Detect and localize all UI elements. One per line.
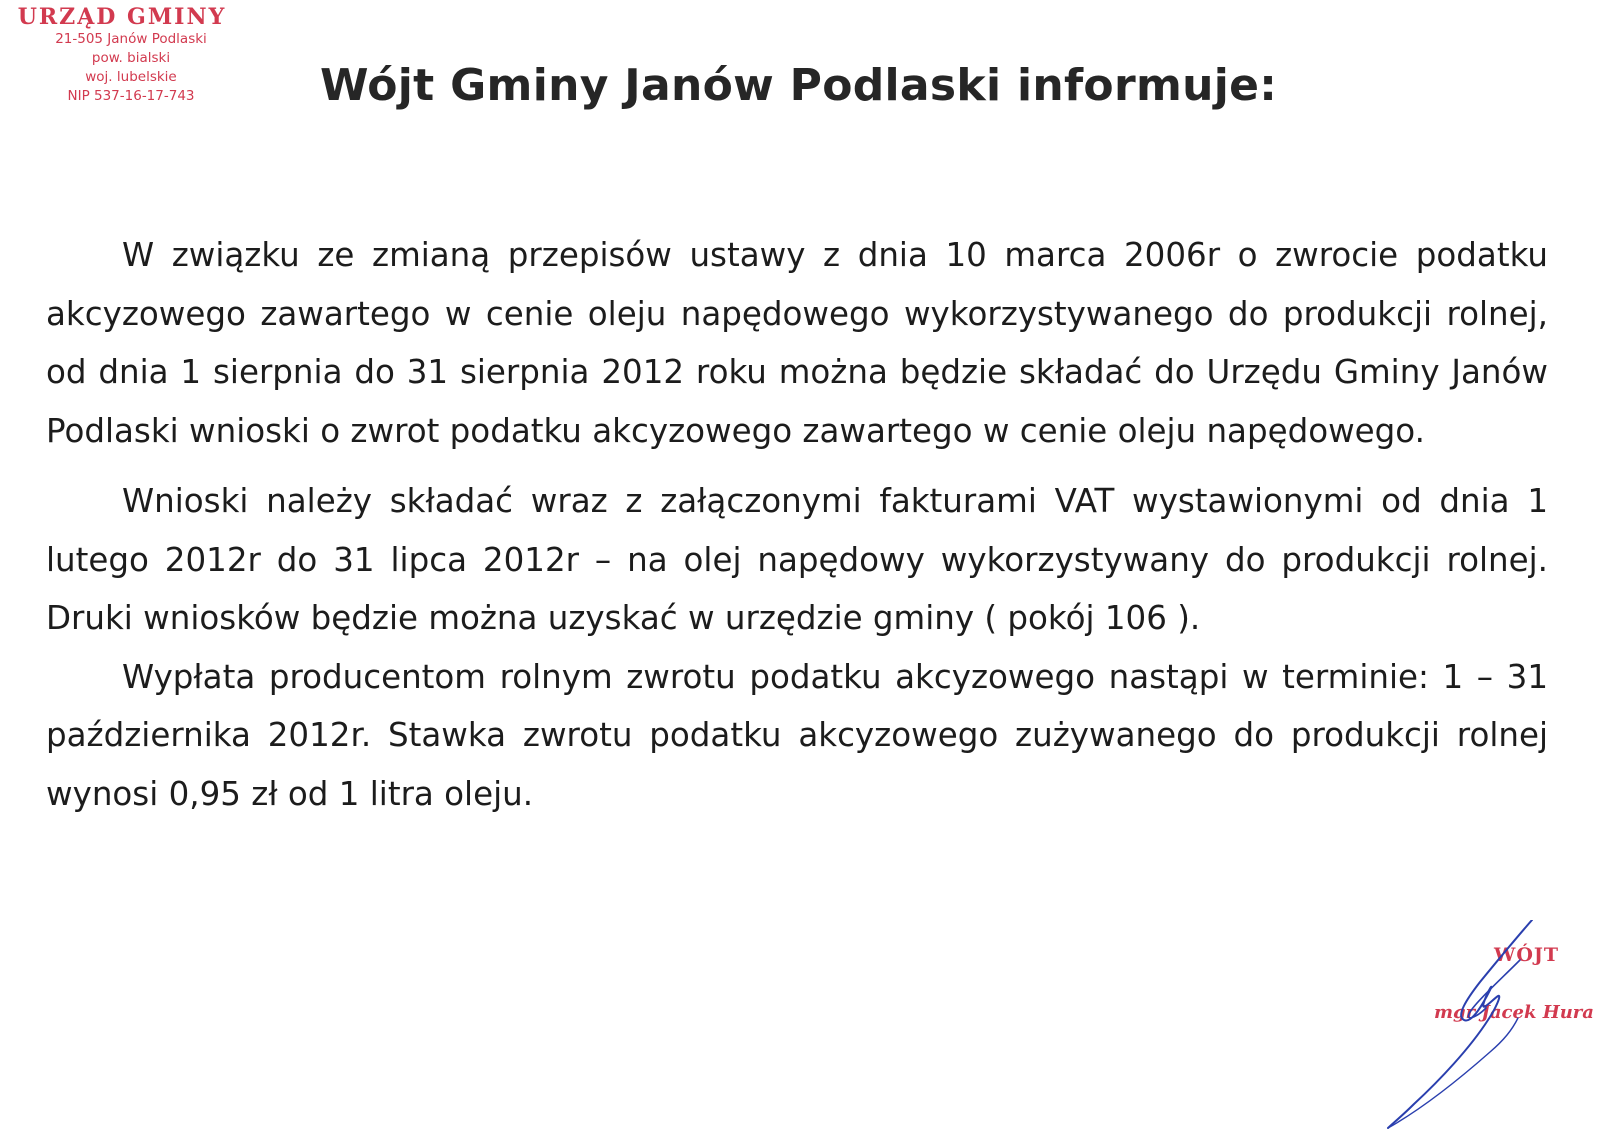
paragraph-payment: Wypłata producentom rolnym zwrotu podatku akcyzowego nastąpi w terminie: 1 – 31 października 2012r. Stawka zwrotu podatku akcyzowego zużywanego do produkcji rolnej wynosi 0,95 zł od 1 litra oleju. bbox=[46, 657, 1548, 813]
signature-block bbox=[1380, 920, 1600, 1130]
paragraph-applications: Wnioski należy składać wraz z załączonymi fakturami VAT wystawionymi od dnia 1 lutego 2012r do 31 lipca 2012r – na olej napędowy wykorzystywany do produkcji rolnej. Druki wniosków będzie można uzyskać w urzędzie gminy ( pokój 106 ). bbox=[46, 482, 1548, 637]
stamp-nip-line: NIP 537-16-17-743 bbox=[67, 88, 195, 104]
paragraph-announcement: W związku ze zmianą przepisów ustawy z dnia 10 marca 2006r o zwrocie podatku akcyzowego zawartego w cenie oleju napędowego wykorzystywanego do produkcji rolnej, od dnia 1 sierpnia do 31 sierpnia 2012 roku można będzie składać do Urzędu Gminy Janów Podlaski wnioski o zwrot podatku akcyzowego zawartego w cenie oleju napędowego. bbox=[46, 236, 1548, 450]
signature-title: WÓJT bbox=[1494, 944, 1560, 966]
signature-name: mgr Jacek Hura bbox=[1434, 1002, 1594, 1023]
document-heading: Wójt Gminy Janów Podlaski informuje: bbox=[320, 60, 1278, 111]
handwritten-signature bbox=[1380, 920, 1600, 1130]
stamp-organization: URZĄD GMINY bbox=[17, 4, 227, 30]
office-stamp bbox=[16, 4, 246, 106]
document-body bbox=[46, 226, 1548, 823]
stamp-address-line: 21-505 Janów Podlaski bbox=[55, 31, 207, 47]
stamp-county-line: pow. bialski bbox=[91, 50, 171, 66]
stamp-voivodeship-line: woj. lubelskie bbox=[85, 69, 177, 85]
